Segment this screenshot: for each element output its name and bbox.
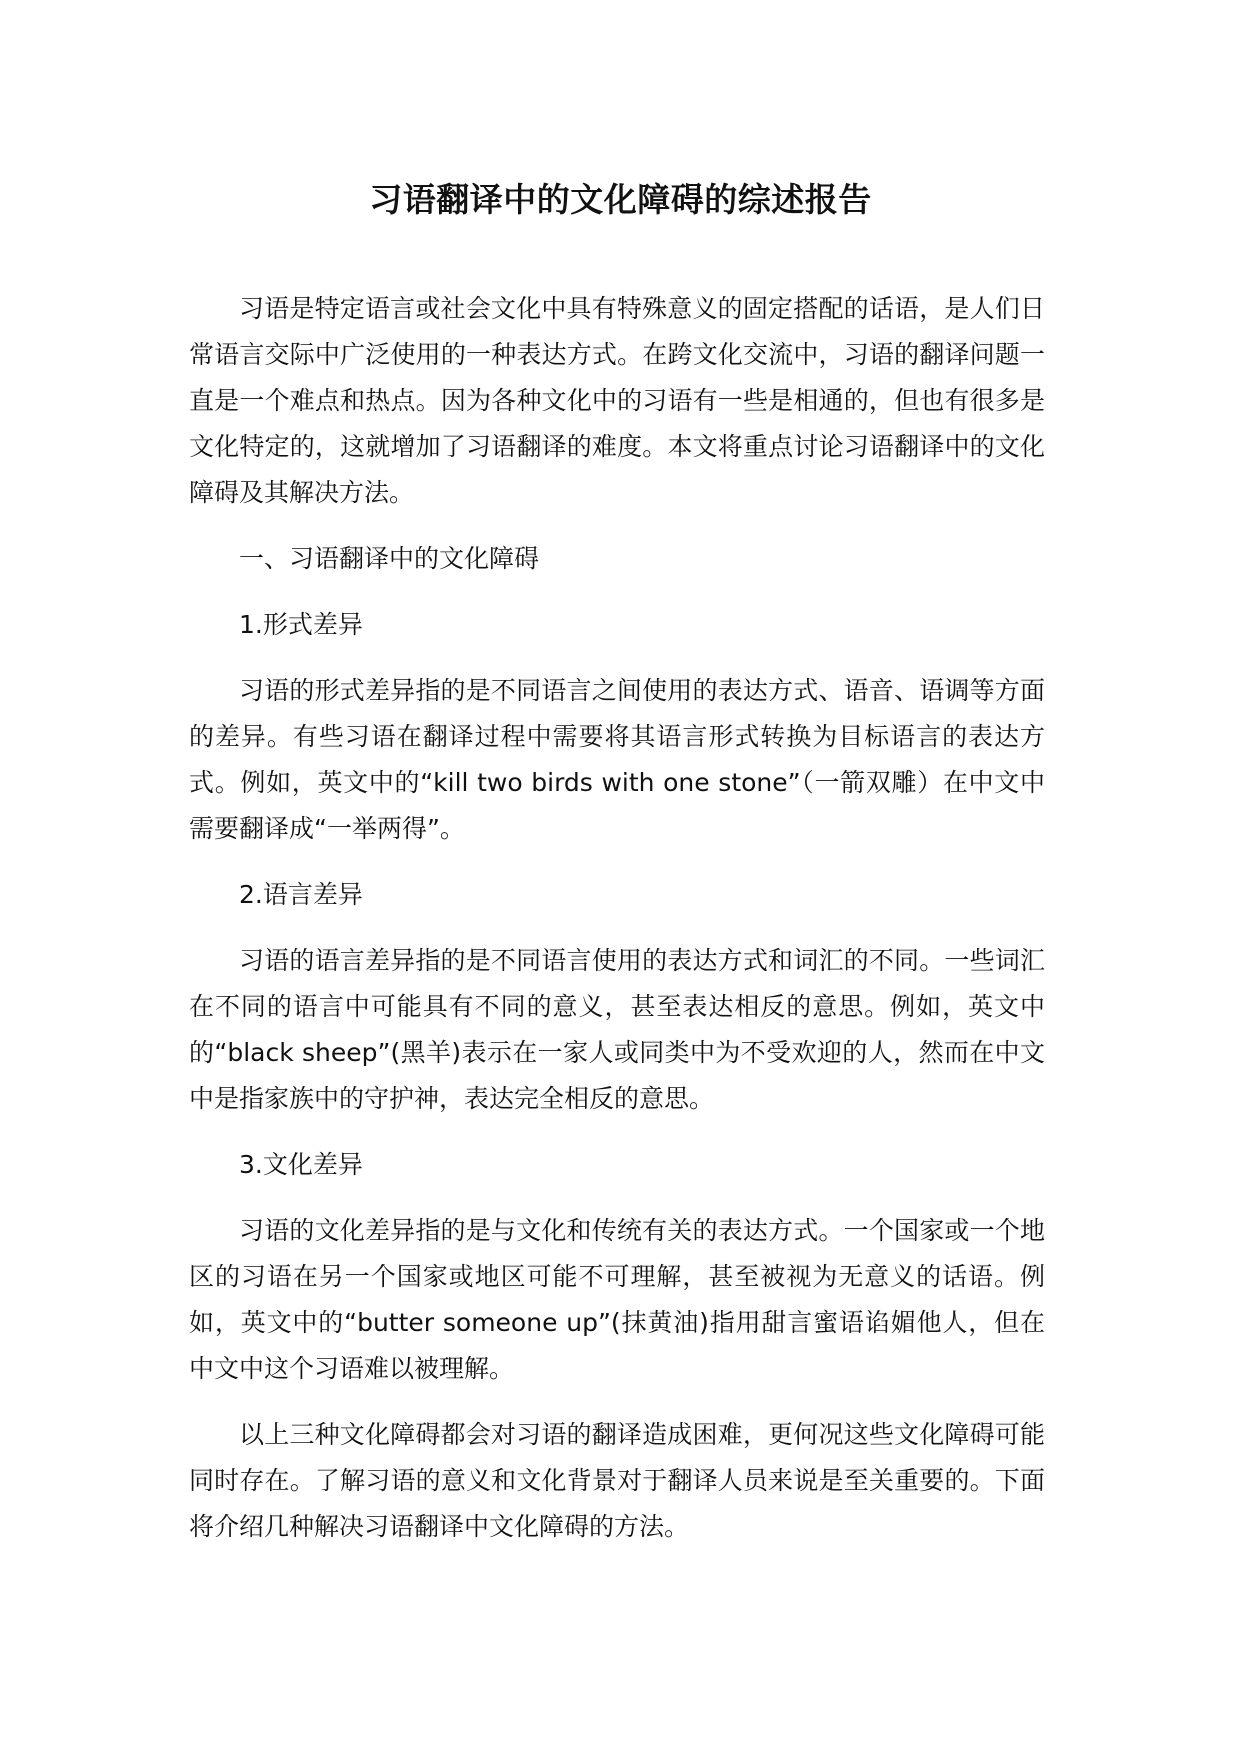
paragraph-form-difference: 习语的形式差异指的是不同语言之间使用的表达方式、语音、语调等方面的差异。有些习语在翻译过程中需要将其语言形式转换为目标语言的表达方式。例如，英文中的“kill two birds with one stone”（一箭双雕）在中文中需要翻译成“一举两得”。: [189, 676, 1045, 843]
paragraph-culture-difference: 习语的文化差异指的是与文化和传统有关的表达方式。一个国家或一个地区的习语在另一个国家或地区可能不可理解，甚至被视为无意义的话语。例如，英文中的“butter someone up”(抹黄油)指用甜言蜜语谄媚他人，但在中文中这个习语难以被理解。: [189, 1216, 1045, 1383]
paragraph-summary: 以上三种文化障碍都会对习语的翻译造成困难，更何况这些文化障碍可能同时存在。了解习语的意义和文化背景对于翻译人员来说是至关重要的。下面将介绍几种解决习语翻译中文化障碍的方法。: [189, 1420, 1045, 1541]
subsection-heading-culture: 3.文化差异: [239, 1150, 363, 1179]
document-body: [189, 286, 1045, 1570]
paragraph-intro: 习语是特定语言或社会文化中具有特殊意义的固定搭配的话语，是人们日常语言交际中广泛使用的一种表达方式。在跨文化交流中，习语的翻译问题一直是一个难点和热点。因为各种文化中的习语有一些是相通的，但也有很多是文化特定的，这就增加了习语翻译的难度。本文将重点讨论习语翻译中的文化障碍及其解决方法。: [189, 294, 1045, 507]
subsection-heading-language: 2.语言差异: [239, 880, 363, 909]
document-title: 习语翻译中的文化障碍的综述报告: [369, 180, 872, 219]
section-heading: 一、习语翻译中的文化障碍: [239, 544, 540, 573]
paragraph-language-difference: 习语的语言差异指的是不同语言使用的表达方式和词汇的不同。一些词汇在不同的语言中可能具有不同的意义，甚至表达相反的意思。例如，英文中的“black sheep”(黑羊)表示在一家人或同类中为不受欢迎的人，然而在中文中是指家族中的守护神，表达完全相反的意思。: [189, 946, 1045, 1113]
subsection-heading-form: 1.形式差异: [239, 610, 363, 639]
